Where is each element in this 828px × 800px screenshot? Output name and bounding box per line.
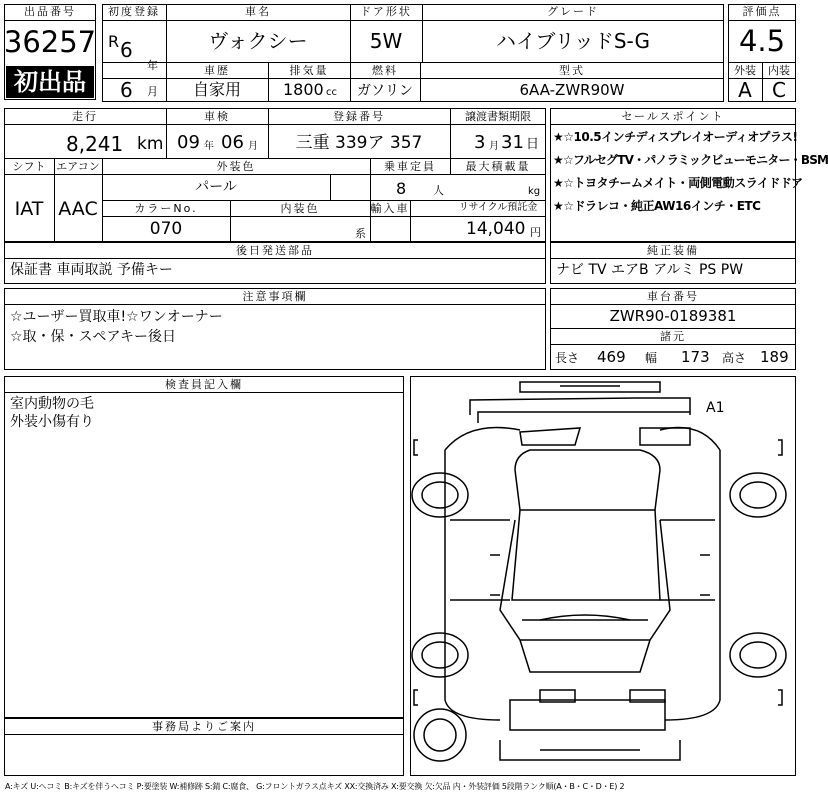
- inspection-month-unit: 月: [248, 141, 258, 152]
- plate-label: 登録番号: [333, 110, 385, 123]
- later-parts-value: 保証書 車両取説 予備キー: [10, 262, 173, 278]
- lot-number-value: 36257: [3, 25, 97, 59]
- sales-points-box: [550, 108, 796, 242]
- capacity-unit: 人: [433, 184, 444, 197]
- width-label: 幅: [645, 351, 658, 365]
- chassis-value: ZWR90-0189381: [609, 307, 737, 325]
- transfer-month-unit: 月: [489, 141, 499, 152]
- month-unit: 月: [147, 85, 158, 98]
- exterior-grade: A: [738, 78, 752, 102]
- exterior-color-label: 外装色: [216, 160, 256, 173]
- first-sale-badge-text: 初出品: [14, 68, 86, 96]
- recycle-deposit-unit: 円: [530, 226, 541, 239]
- length-value: 469: [597, 348, 626, 366]
- import-car-label: 輸入車: [370, 202, 410, 215]
- exterior-label: 外装: [734, 64, 756, 77]
- ac-value: AAC: [58, 198, 98, 220]
- interior-grade: C: [772, 78, 786, 102]
- registration-month: 6: [120, 78, 133, 102]
- interior-color-label: 内装色: [280, 202, 320, 215]
- grade-label: グレード: [547, 5, 599, 18]
- lot-number-label: 出品番号: [24, 5, 76, 18]
- car-name-label: 車名: [245, 5, 271, 18]
- inspection-label: 車検: [204, 110, 230, 123]
- vehicle-diagram: [410, 376, 796, 776]
- car-name-value: ヴォクシー: [208, 29, 308, 53]
- inspection-year: 09: [177, 132, 200, 153]
- office-label: 事務局よりご案内: [152, 720, 256, 733]
- inspection-month: 06: [221, 132, 244, 153]
- score-label: 評価点: [742, 5, 782, 18]
- mileage-value: 8,241: [66, 132, 124, 156]
- door-type-label: ドア形状: [360, 5, 412, 18]
- color-number-label: カラーNo.: [134, 202, 198, 215]
- plate-value: 三重 339ア 357: [295, 133, 423, 153]
- inspector-line: 室内動物の毛: [10, 396, 94, 412]
- model-code-label: 型式: [559, 64, 585, 77]
- displacement-value: 1800: [283, 80, 324, 99]
- inspector-line: 外装小傷有り: [10, 414, 94, 430]
- exterior-color-value: パール: [195, 179, 237, 195]
- ac-label: エアコン: [56, 160, 100, 173]
- grade-value: ハイブリッドS-G: [496, 29, 650, 53]
- height-label: 高さ: [722, 351, 747, 365]
- transfer-deadline-label: 譲渡書類期限: [465, 110, 531, 123]
- shift-value: IAT: [14, 198, 44, 220]
- max-load-unit: kg: [528, 186, 541, 197]
- notes-line: ☆取・保・スペアキー後日: [10, 329, 176, 345]
- capacity-label: 乗車定員: [384, 160, 436, 173]
- transfer-day: 31: [501, 132, 524, 153]
- mileage-label: 走行: [72, 110, 98, 123]
- door-type-value: 5W: [369, 29, 403, 53]
- notes-label: 注意事項欄: [242, 290, 308, 303]
- detail-grid: [4, 108, 546, 242]
- registration-year: 6: [120, 38, 133, 62]
- score-value: 4.5: [738, 24, 786, 58]
- mileage-unit: km: [137, 134, 164, 154]
- sales-point-item: ★☆フルセグTV・パノラミックビューモニター・BSM: [553, 153, 828, 167]
- transfer-day-unit: 日: [526, 137, 540, 152]
- sales-points-label: セールスポイント: [621, 110, 725, 123]
- sales-point-item: ★☆10.5インチディスプレイオーディオプラス!: [553, 130, 798, 144]
- width-value: 173: [681, 348, 710, 366]
- era-value: R: [108, 32, 120, 51]
- inspector-label: 検査員記入欄: [165, 378, 243, 391]
- interior-color-unit: 系: [355, 227, 366, 240]
- notes-line: ☆ユーザー買取車!☆ワンオーナー: [10, 309, 223, 325]
- sales-point-item: ★☆トヨタチームメイト・両側電動スライドドア: [553, 176, 803, 190]
- year-unit: 年: [147, 59, 158, 72]
- recycle-deposit-label: リサイクル預託金: [458, 202, 538, 213]
- color-number-value: 070: [149, 219, 183, 239]
- car-history-label: 車歴: [204, 64, 230, 77]
- length-label: 長さ: [555, 351, 580, 365]
- dimensions-label: 諸元: [660, 330, 686, 343]
- max-load-label: 最大積載量: [465, 160, 531, 173]
- chassis-label: 車台番号: [647, 290, 699, 303]
- capacity-value: 8: [396, 179, 407, 198]
- displacement-unit: cc: [326, 87, 337, 98]
- inspection-year-unit: 年: [204, 141, 214, 152]
- interior-label: 内装: [768, 64, 790, 77]
- fuel-value: ガソリン: [357, 83, 413, 99]
- fuel-label: 燃料: [372, 64, 398, 77]
- first-registration-label: 初度登録: [108, 5, 160, 18]
- car-history-value: 自家用: [192, 80, 242, 99]
- later-parts-label: 後日発送部品: [236, 244, 314, 257]
- height-value: 189: [760, 348, 789, 366]
- model-code-value: 6AA-ZWR90W: [519, 81, 625, 99]
- diagram-mark: A1: [706, 400, 725, 416]
- displacement-label: 排気量: [289, 64, 329, 77]
- damage-legend: A:キズ U:ヘコミ B:キズを伴うヘコミ P:要塗装 W:補修跡 S:錆 C:腐食、 G:フロントガラス点キズ XX:交換済み X:要交換 欠:欠品 内・外装評価 5段階ランク順(A・B・C・D・E) 2: [5, 782, 625, 791]
- sales-point-item: ★☆ドラレコ・純正AW16インチ・ETC: [553, 199, 761, 213]
- shift-label: シフト: [12, 160, 46, 173]
- equipment-label: 純正装備: [647, 244, 699, 257]
- transfer-month: 3: [474, 132, 486, 153]
- recycle-deposit-value: 14,040: [466, 219, 526, 239]
- equipment-value: ナビ TV エアB アルミ PS PW: [556, 262, 744, 278]
- first-sale-badge: [6, 66, 94, 98]
